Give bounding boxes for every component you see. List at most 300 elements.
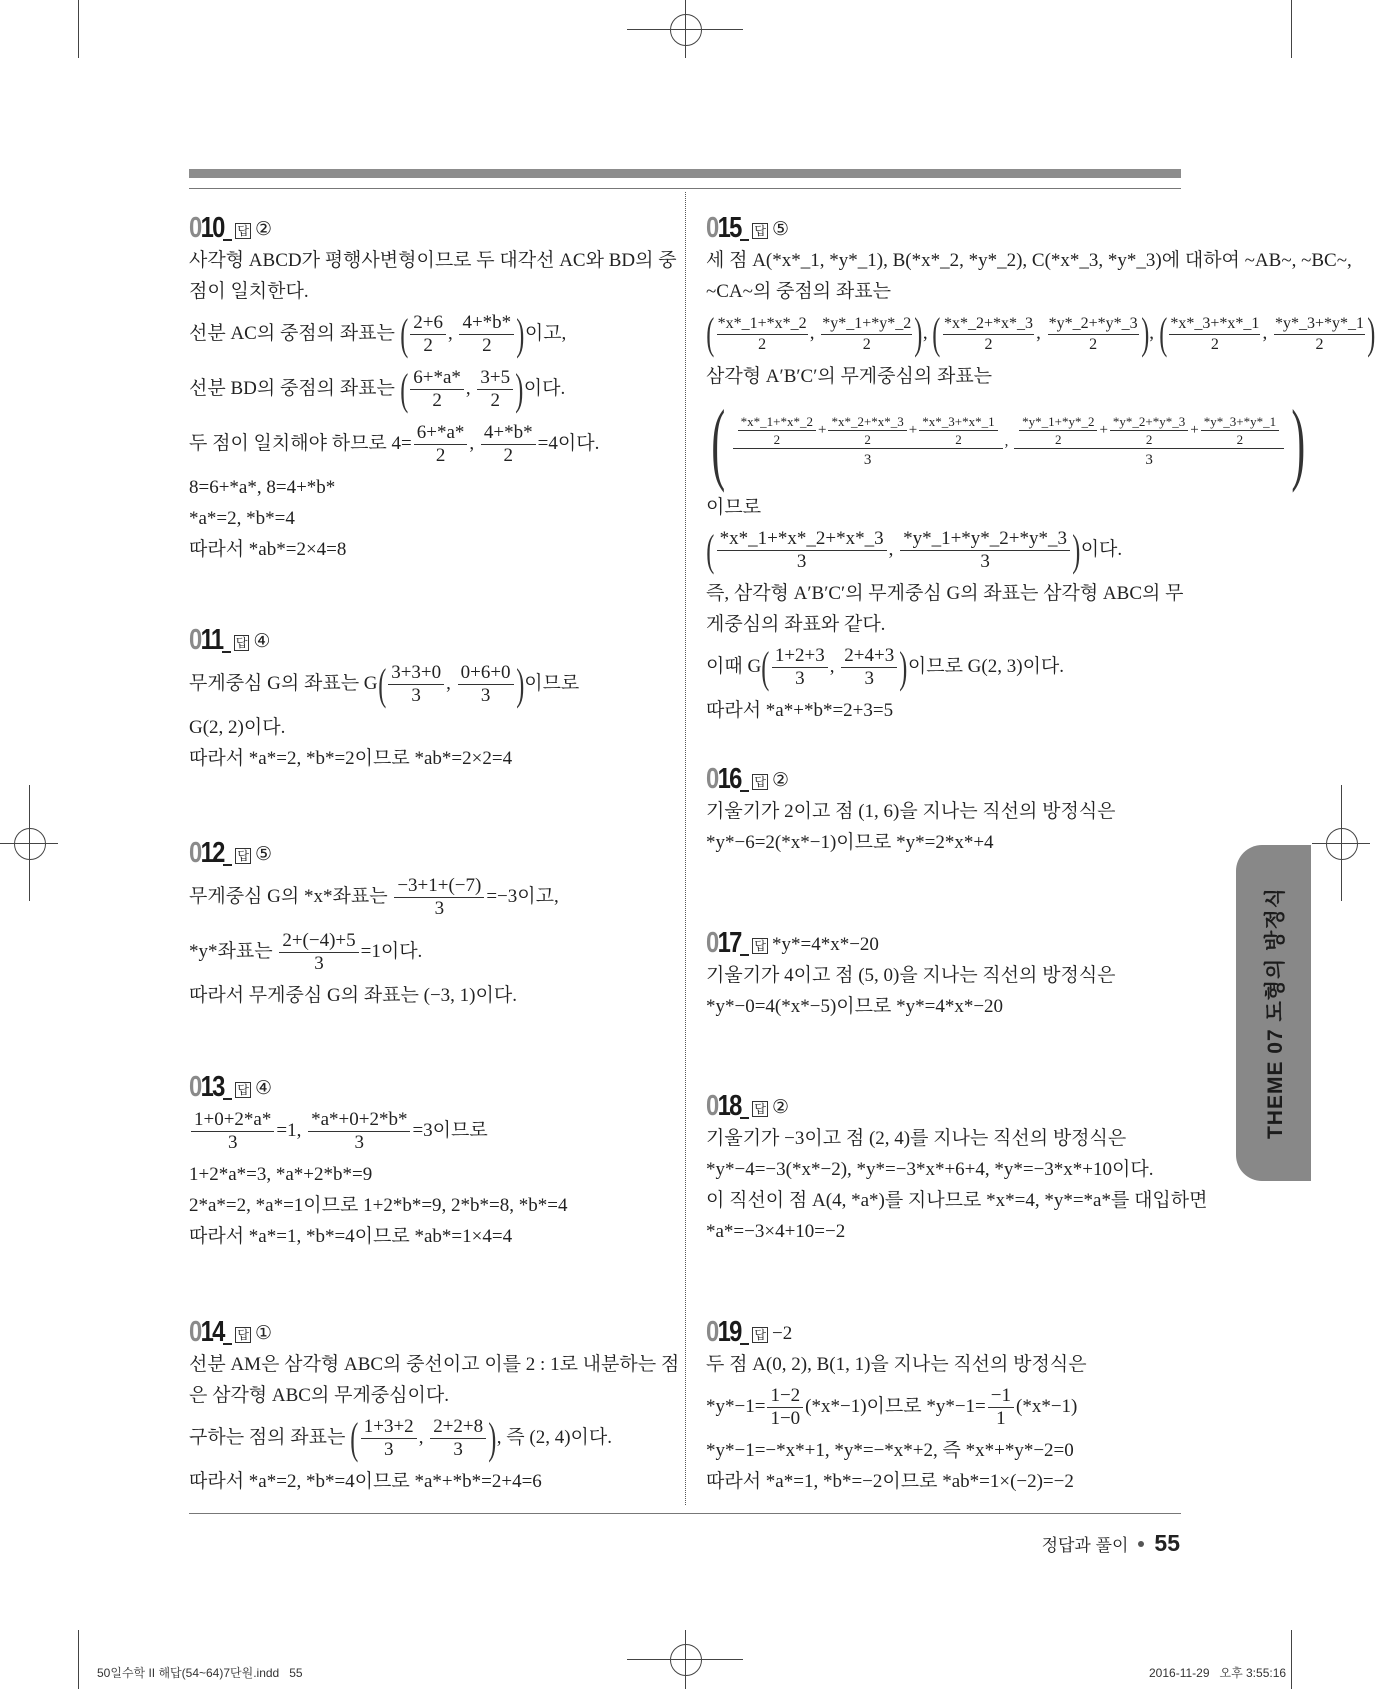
fraction — [410, 367, 464, 412]
fraction — [1048, 314, 1139, 355]
solution-013 — [189, 1066, 664, 1252]
answer-value: ⑤ — [772, 219, 790, 240]
math-text: 선분 BD의 중점의 좌표는 — [189, 377, 400, 399]
theme-label: THEME 07 도형의 방정식 — [1263, 886, 1287, 1140]
denominator — [1110, 431, 1188, 448]
math-text: 2 — [423, 335, 433, 356]
paren: ) — [515, 364, 524, 414]
math-text: 2+(−4)+5 — [282, 930, 356, 951]
denominator — [828, 431, 906, 448]
denominator — [821, 335, 912, 355]
math-text: 2 — [490, 390, 501, 411]
solution-line — [189, 657, 664, 712]
answer-value: −2 — [772, 1323, 793, 1344]
numerator — [1048, 314, 1139, 335]
solution-line — [189, 417, 664, 472]
number-rest: 12 — [200, 837, 224, 869]
solution-heading — [189, 207, 664, 243]
numerator — [394, 875, 484, 898]
paren: ( — [761, 642, 770, 692]
solution-line — [706, 391, 1306, 493]
math-text: 3 — [863, 452, 872, 468]
numerator — [279, 930, 358, 953]
solution-heading — [706, 922, 1181, 958]
math-text: 0+6+0 — [460, 662, 511, 683]
fraction — [1110, 413, 1188, 448]
paren: ) — [488, 1413, 497, 1463]
page-footer — [1042, 1530, 1180, 1557]
math-text: *y*_1+*y*_2 — [822, 314, 912, 332]
solution-015 — [706, 207, 1376, 726]
math-text: *x*_3+*x*_1 — [922, 414, 995, 429]
answer-value: ④ — [253, 631, 271, 652]
problem-number — [189, 1318, 224, 1347]
solution-line: 따라서 *ab*=2×4=8 — [189, 539, 347, 560]
math-text: 2+4+3 — [844, 645, 895, 666]
fraction — [717, 314, 808, 355]
fraction — [279, 930, 358, 975]
solution-line: 점이 일치한다. — [189, 281, 309, 302]
answer-marker-icon: 답 — [754, 1328, 766, 1342]
solution-heading — [706, 1311, 1181, 1347]
header-bar — [189, 169, 1181, 178]
math-text: 2 — [862, 335, 871, 353]
fraction — [394, 875, 484, 920]
solution-line: 두 점 A(0, 2), B(1, 1)을 지나는 직선의 방정식은 — [706, 1354, 1087, 1375]
math-text: 2 — [1210, 335, 1219, 353]
math-text: 3 — [864, 668, 874, 689]
denominator — [1169, 335, 1260, 355]
paren: ) — [1140, 309, 1149, 358]
solution-line: 기울기가 −3이고 점 (2, 4)를 지나는 직선의 방정식은 — [706, 1128, 1127, 1149]
solution-line: *y*−4=−3(*x*−2), *y*=−3*x*+6+4, *y*=−3*x*+10이다. — [706, 1159, 1154, 1180]
math-text: 6+*a* — [413, 367, 461, 388]
math-text: + — [817, 421, 827, 438]
math-text: 무게중심 G의 좌표는 G — [189, 672, 378, 694]
math-text: *x*_1+*x*_2 — [740, 414, 813, 429]
answer-value: ② — [255, 219, 273, 240]
numerator — [388, 662, 444, 685]
math-text: (*x*−1)이므로 *y*−1= — [805, 1395, 986, 1417]
solution-line: 기울기가 2이고 점 (1, 6)을 지나는 직선의 방정식은 — [706, 801, 1116, 822]
denominator — [477, 390, 513, 412]
numerator — [828, 413, 906, 431]
paren: ( — [377, 659, 386, 709]
denominator — [767, 1408, 803, 1430]
solution-line: 2*a*=2, *a*=1이므로 1+2*b*=9, 2*b*=8, *b*=4 — [189, 1195, 568, 1216]
math-text: 1+0+2*a* — [194, 1109, 272, 1130]
numerator — [900, 528, 1070, 551]
underscore — [222, 651, 231, 653]
math-text: 3 — [1145, 452, 1153, 468]
answer-value: ② — [772, 1097, 790, 1118]
solution-line: *a*=2, *b*=4 — [189, 508, 295, 529]
math-text: 무게중심 G의 *x*좌표는 — [189, 885, 393, 907]
header-rule — [189, 188, 1181, 189]
math-text: 2 — [1145, 432, 1153, 447]
solution-line — [706, 1380, 1181, 1435]
denominator — [1019, 431, 1097, 448]
fraction — [821, 314, 912, 355]
solution-line: 세 점 A(*x*_1, *y*_1), B(*x*_2, *y*_2), C(*x*_3, *y*_3)에 대하여 ~AB~, ~BC~, — [706, 250, 1352, 271]
solution-heading — [189, 619, 664, 655]
problem-number — [189, 1073, 224, 1102]
numerator — [988, 1385, 1014, 1408]
underscore — [740, 954, 749, 956]
math-text: , 즉 (2, 4)이다. — [496, 1426, 612, 1448]
numerator — [1201, 413, 1279, 431]
math-text: −3+1+(−7) — [397, 875, 482, 896]
math-text: =−3이고, — [486, 885, 559, 907]
math-text: *y*_3+*y*_1 — [1203, 414, 1277, 429]
math-text: 선분 AC의 중점의 좌표는 — [189, 322, 400, 344]
math-text: 이다. — [1080, 538, 1123, 560]
bullet-icon — [1138, 1541, 1144, 1547]
number-lead: 0 — [706, 212, 718, 244]
denominator — [1014, 449, 1284, 471]
paren: ) — [899, 642, 908, 692]
solution-line: 따라서 *a*=1, *b*=−2이므로 *ab*=1×(−2)=−2 — [706, 1471, 1074, 1492]
number-rest: 17 — [717, 927, 741, 959]
denominator — [900, 551, 1070, 573]
math-text: 3+3+0 — [391, 662, 442, 683]
solution-line: 따라서 *a*=2, *b*=4이므로 *a*+*b*=2+4=6 — [189, 1471, 542, 1492]
answer-value: *y*=4*x*−20 — [772, 934, 879, 955]
solution-011 — [189, 619, 664, 774]
solution-heading — [189, 1311, 664, 1347]
answer-marker-icon: 답 — [237, 849, 249, 863]
fraction — [410, 312, 446, 357]
solution-012 — [189, 832, 664, 1011]
denominator — [943, 335, 1034, 355]
numerator — [1014, 413, 1284, 449]
math-text: *a*+0+2*b* — [311, 1109, 408, 1130]
solution-014 — [189, 1311, 680, 1497]
math-text: *y*−1= — [706, 1395, 766, 1417]
solution-line: ~CA~의 중점의 좌표는 — [706, 281, 891, 302]
math-text: *y*_1+*y*_2 — [1022, 414, 1095, 429]
fraction — [1274, 314, 1365, 355]
solution-line: 게중심의 좌표와 같다. — [706, 614, 886, 635]
math-text: *y*좌표는 — [189, 940, 278, 962]
math-text: −1 — [990, 1385, 1011, 1406]
answer-marker-icon: 답 — [754, 224, 766, 238]
math-text: 3 — [434, 898, 445, 919]
math-text: , — [1004, 433, 1013, 450]
fraction — [1169, 314, 1260, 355]
fraction — [308, 1109, 410, 1154]
fraction — [988, 1385, 1014, 1430]
number-lead: 0 — [189, 837, 201, 869]
math-text: *y*_3+*y*_1 — [1274, 314, 1364, 332]
math-text: 3 — [383, 1439, 394, 1460]
math-text: *y*_1+*y*_2+*y*_3 — [903, 528, 1068, 549]
math-text: 4+*b* — [483, 422, 533, 443]
number-lead: 0 — [706, 1090, 718, 1122]
math-text: 3+5 — [480, 367, 511, 388]
math-text: *y*_2+*y*_3 — [1048, 314, 1138, 332]
registration-mark — [14, 828, 46, 860]
math-text: 1+2+3 — [774, 645, 825, 666]
solution-line — [706, 640, 1181, 695]
math-text: *x*_2+*x*_3 — [831, 414, 904, 429]
fraction — [943, 314, 1034, 355]
denominator — [414, 445, 468, 467]
number-rest: 13 — [200, 1071, 224, 1103]
fraction — [900, 528, 1070, 573]
answer-marker-icon: 답 — [754, 1102, 766, 1116]
denominator — [458, 685, 514, 707]
math-text: =1이다. — [360, 940, 423, 962]
number-rest: 14 — [200, 1316, 224, 1348]
math-text: , — [418, 1426, 429, 1448]
math-text: 2 — [864, 432, 871, 447]
math-text: =1, — [276, 1119, 307, 1141]
numerator — [414, 422, 468, 445]
slug-timestamp: 2016-11-29 오후 3:55:16 — [1149, 1666, 1287, 1680]
denominator — [733, 449, 1003, 471]
paren: ( — [706, 525, 715, 575]
problem-number — [706, 214, 741, 243]
fraction — [477, 367, 513, 412]
solution-line: 따라서 무게중심 G의 좌표는 (−3, 1)이다. — [189, 985, 517, 1006]
solution-line — [706, 523, 1181, 578]
numerator — [1274, 314, 1365, 335]
math-text: , — [469, 432, 479, 454]
problem-number — [706, 1092, 741, 1121]
solution-line: *y*−0=4(*x*−5)이므로 *y*=4*x*−20 — [706, 996, 1004, 1017]
numerator — [361, 1416, 417, 1439]
math-text: 2 — [955, 432, 962, 447]
paren: ( — [711, 391, 726, 493]
number-lead: 0 — [706, 927, 718, 959]
fraction — [1019, 413, 1097, 448]
fraction — [414, 422, 468, 467]
math-text: , — [1262, 322, 1272, 344]
answer-marker-icon: 답 — [754, 775, 766, 789]
math-text: 1−2 — [770, 1385, 801, 1406]
denominator — [361, 1439, 417, 1461]
solution-heading — [189, 832, 664, 868]
paren: ) — [515, 659, 524, 709]
numerator — [410, 367, 464, 390]
solution-018 — [706, 1085, 1208, 1247]
slug-filename: 50일수학 II 해답(54~64)7단원.indd 55 — [97, 1666, 303, 1680]
math-text: *x*_1+*x*_2 — [717, 314, 807, 332]
answer-value: ② — [772, 770, 790, 791]
numerator — [459, 312, 514, 335]
denominator — [459, 335, 514, 357]
solution-line: G(2, 2)이다. — [189, 717, 286, 738]
page-number: 55 — [1154, 1530, 1180, 1556]
denominator — [919, 431, 997, 448]
paren: ( — [932, 309, 941, 358]
problem-number — [706, 1318, 741, 1347]
numerator — [481, 422, 536, 445]
denominator — [1048, 335, 1139, 355]
fraction — [481, 422, 536, 467]
fraction — [388, 662, 444, 707]
numerator — [772, 645, 828, 668]
solution-heading — [706, 207, 1181, 243]
denominator — [410, 335, 446, 357]
solution-010 — [189, 207, 677, 565]
denominator — [1274, 335, 1365, 355]
math-text: *x*_3+*x*_1 — [1170, 314, 1260, 332]
fraction — [738, 413, 816, 448]
math-text: , — [888, 538, 899, 560]
crop-line — [78, 0, 79, 58]
solution-heading — [189, 1066, 664, 1102]
number-rest: 18 — [717, 1090, 741, 1122]
math-text: 2 — [503, 445, 514, 466]
fraction — [841, 645, 897, 690]
math-text: 2+2+8 — [433, 1416, 484, 1437]
math-text: 2 — [1055, 432, 1062, 447]
math-text: 이므로 — [524, 672, 580, 694]
underscore — [740, 1117, 749, 1119]
math-text: 3 — [227, 1132, 238, 1153]
underscore — [223, 1098, 232, 1100]
solution-line — [706, 307, 1376, 361]
math-text: 1+3+2 — [363, 1416, 414, 1437]
numerator — [821, 314, 912, 335]
math-text: *y*_2+*y*_3 — [1112, 414, 1186, 429]
math-text: 3 — [354, 1132, 365, 1153]
numerator — [943, 314, 1034, 335]
paren: ( — [399, 309, 408, 359]
solution-line: 선분 AM은 삼각형 ABC의 중선이고 이를 2 : 1로 내분하는 점 — [189, 1354, 680, 1375]
math-text: 이때 G — [706, 655, 762, 677]
denominator — [388, 685, 444, 707]
math-text: 2 — [984, 335, 993, 353]
numerator — [717, 314, 808, 335]
math-text: 2 — [1315, 335, 1324, 353]
numerator — [191, 1109, 274, 1132]
math-text: 3 — [980, 551, 990, 572]
registration-mark — [670, 14, 702, 46]
fraction — [733, 413, 1003, 471]
number-lead: 0 — [189, 1071, 201, 1103]
crop-line — [78, 1630, 79, 1689]
numerator — [738, 413, 816, 431]
math-text: 2 — [1236, 432, 1244, 447]
footer-section-label: 정답과 풀이 — [1041, 1536, 1129, 1555]
math-text: 이다. — [523, 377, 566, 399]
registration-mark — [1326, 828, 1358, 860]
solution-019 — [706, 1311, 1181, 1497]
fraction — [1014, 413, 1284, 471]
math-text: 이므로 G(2, 3)이다. — [907, 655, 1065, 677]
numerator — [1019, 413, 1097, 431]
math-text: 2 — [773, 432, 781, 447]
denominator — [988, 1408, 1014, 1430]
problem-number — [706, 929, 741, 958]
number-lead: 0 — [189, 212, 201, 244]
footer-rule — [189, 1513, 1181, 1514]
denominator — [841, 668, 897, 690]
solution-line: 은 삼각형 ABC의 무게중심이다. — [189, 1385, 449, 1406]
denominator — [410, 390, 464, 412]
fraction — [361, 1416, 417, 1461]
math-text: , — [829, 655, 840, 677]
solution-line: 이 직선이 점 A(4, *a*)를 지나므로 *x*=4, *y*=*a*를 대입하면 — [706, 1190, 1208, 1211]
solution-line: *y*−1=−*x*+1, *y*=−*x*+2, 즉 *x*+*y*−2=0 — [706, 1440, 1074, 1461]
problem-number — [189, 626, 222, 655]
fraction — [767, 1385, 803, 1430]
denominator — [738, 431, 816, 448]
paren: ) — [1072, 525, 1081, 575]
numerator — [477, 367, 513, 390]
problem-number — [706, 765, 741, 794]
denominator — [308, 1132, 410, 1154]
denominator — [772, 668, 828, 690]
solution-line — [189, 925, 664, 980]
number-rest: 15 — [717, 212, 741, 244]
math-text: + — [1190, 421, 1199, 438]
crop-line — [1291, 1630, 1292, 1689]
number-rest: 11 — [200, 624, 223, 656]
math-text: *x*_1+*x*_2+*x*_3 — [719, 528, 884, 549]
underscore — [223, 239, 232, 241]
paren: ) — [516, 309, 525, 359]
solution-016 — [706, 758, 1181, 858]
solution-017 — [706, 922, 1181, 1022]
math-text: 구하는 점의 좌표는 — [189, 1426, 351, 1448]
math-text: 3 — [453, 1439, 463, 1460]
math-text: *x*_2+*x*_3 — [944, 314, 1034, 332]
paren: ( — [399, 364, 408, 414]
numerator — [733, 413, 1003, 449]
numerator — [1110, 413, 1188, 431]
problem-number — [189, 214, 224, 243]
math-text: , — [1036, 322, 1046, 344]
answer-marker-icon: 답 — [235, 636, 248, 650]
number-rest: 16 — [717, 763, 741, 795]
math-text: , — [1149, 322, 1159, 344]
math-text: 2 — [758, 335, 767, 353]
paren: ( — [1159, 309, 1168, 358]
solution-line: 즉, 삼각형 A′B′C′의 무게중심 G의 좌표는 삼각형 ABC의 무 — [706, 583, 1184, 604]
answer-marker-icon: 답 — [237, 1083, 249, 1097]
math-text: 2 — [435, 445, 446, 466]
fraction — [717, 528, 887, 573]
number-lead: 0 — [189, 624, 201, 656]
math-text: =3이므로 — [412, 1119, 488, 1141]
solution-heading — [706, 758, 1181, 794]
solution-line: 따라서 *a*=2, *b*=2이므로 *ab*=2×2=4 — [189, 748, 513, 769]
answer-value: ① — [255, 1323, 273, 1344]
solution-line: *y*−6=2(*x*−1)이므로 *y*=2*x*+4 — [706, 832, 994, 853]
numerator — [1169, 314, 1260, 335]
numerator — [919, 413, 997, 431]
numerator — [767, 1385, 803, 1408]
solution-line — [189, 307, 664, 362]
solution-line: *a*=−3×4+10=−2 — [706, 1221, 846, 1242]
underscore — [223, 864, 232, 866]
math-text: 3 — [795, 668, 805, 689]
math-text: 3 — [411, 685, 421, 706]
underscore — [223, 1343, 232, 1345]
math-text: 3 — [796, 551, 807, 572]
solution-line: 기울기가 4이고 점 (5, 0)을 지나는 직선의 방정식은 — [706, 965, 1116, 986]
fraction — [191, 1109, 274, 1154]
math-text: , — [446, 672, 456, 694]
math-text: 3 — [314, 953, 324, 974]
solution-line — [189, 1104, 664, 1159]
numerator — [717, 528, 887, 551]
fraction — [430, 1416, 486, 1461]
